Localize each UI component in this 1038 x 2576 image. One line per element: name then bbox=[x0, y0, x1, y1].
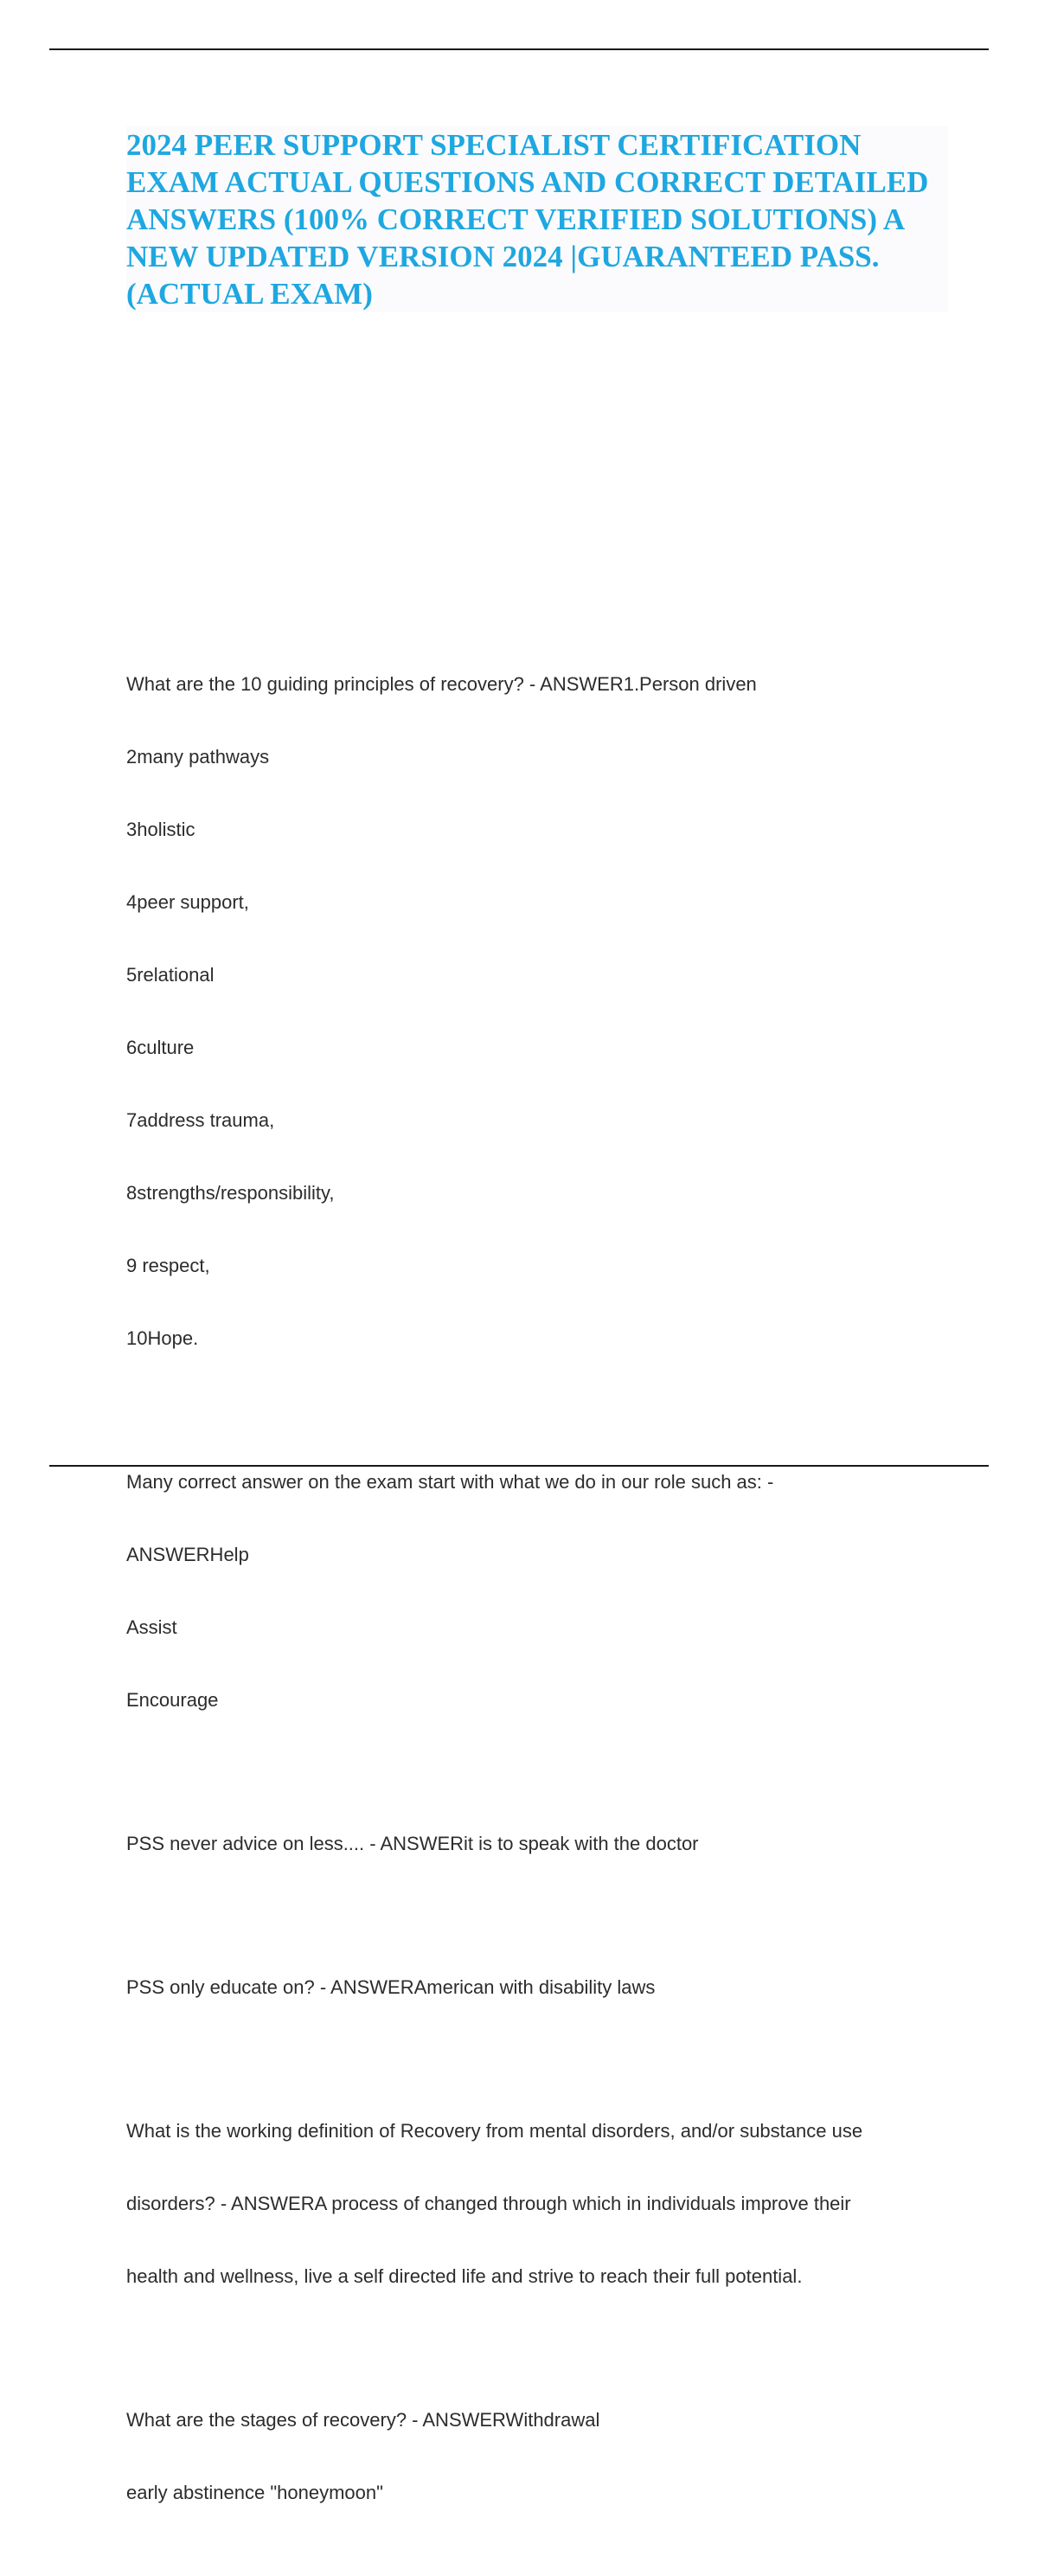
qa-question bbox=[126, 2360, 948, 2554]
qa-line: 4peer support, bbox=[126, 891, 249, 913]
qa-question bbox=[126, 1927, 948, 2048]
qa-line: ANSWERHelp bbox=[126, 1544, 249, 1565]
qa-line: 5relational bbox=[126, 964, 215, 986]
top-divider bbox=[49, 48, 989, 50]
qa-line: 8strengths/responsibility, bbox=[126, 1182, 335, 1204]
qa-item bbox=[126, 1422, 948, 1761]
bottom-divider bbox=[49, 1465, 989, 1467]
qa-line: Assist bbox=[126, 1616, 177, 1638]
qa-item bbox=[126, 624, 948, 1399]
qa-line: 3holistic bbox=[126, 819, 195, 840]
qa-line: 2many pathways bbox=[126, 746, 270, 768]
document-title: 2024 PEER SUPPORT SPECIALIST CERTIFICATION EXAM ACTUAL QUESTIONS AND CORRECT DETAILED ANSWERS (100% CORRECT VERIFIED SOLUTIONS) A NEW UPDATED VERSION 2024 |GUARANTEED PASS. (ACTUAL EXAM) bbox=[126, 126, 948, 312]
qa-item bbox=[126, 2360, 948, 2554]
qa-line: 9 respect, bbox=[126, 1255, 210, 1276]
qa-question bbox=[126, 1422, 948, 1761]
qa-line: 10Hope. bbox=[126, 1327, 199, 1349]
qa-line: What are the 10 guiding principles of recovery? - ANSWER1.Person driven bbox=[126, 673, 757, 695]
qa-line: health and wellness, live a self directed life and strive to reach their full potential. bbox=[126, 2265, 803, 2287]
qa-question bbox=[126, 1783, 948, 1905]
qa-item bbox=[126, 2071, 948, 2337]
qa-list bbox=[126, 624, 948, 2576]
qa-line: Many correct answer on the exam start with what we do in our role such as: - bbox=[126, 1471, 774, 1493]
qa-line: 7address trauma, bbox=[126, 1109, 275, 1131]
qa-question bbox=[126, 624, 948, 1399]
qa-item bbox=[126, 1927, 948, 2048]
qa-line: What is the working definition of Recovery from mental disorders, and/or substance use bbox=[126, 2120, 863, 2142]
qa-line: early abstinence "honeymoon" bbox=[126, 2482, 383, 2503]
qa-item bbox=[126, 1783, 948, 1905]
qa-line: Encourage bbox=[126, 1689, 219, 1711]
qa-question bbox=[126, 2071, 948, 2337]
qa-line: 6culture bbox=[126, 1037, 195, 1058]
qa-line: What are the stages of recovery? - ANSWERWithdrawal bbox=[126, 2409, 600, 2431]
qa-line: PSS never advice on less.... - ANSWERit is to speak with the doctor bbox=[126, 1833, 699, 1854]
qa-line: disorders? - ANSWERA process of changed through which in individuals improve their bbox=[126, 2193, 851, 2214]
qa-line: PSS only educate on? - ANSWERAmerican with disability laws bbox=[126, 1976, 656, 1998]
